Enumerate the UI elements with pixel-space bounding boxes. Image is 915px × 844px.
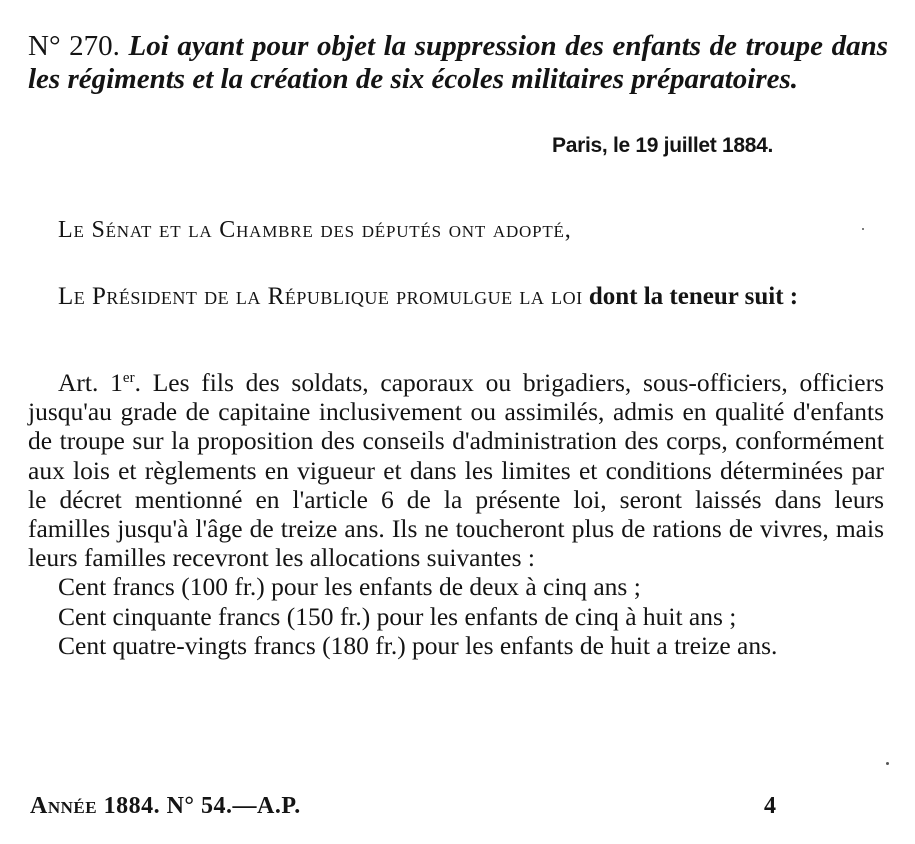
enactment-formula: Le Sénat et la Chambre des députés ont adopté, [58, 217, 572, 243]
article-body [28, 368, 884, 572]
allowance-item: Cent quatre-vingts francs (180 fr.) pour les enfants de huit a treize ans. [58, 630, 778, 660]
promulgation-rest: dont la teneur suit : [588, 283, 799, 310]
law-heading [28, 30, 888, 96]
print-speck [886, 762, 889, 765]
article-label: Art. 1 [58, 368, 123, 397]
footer-reference [30, 793, 301, 820]
promulgation-caps: Le Président de la République promulgue la loi [58, 283, 583, 310]
article-text: . Les fils des soldats, caporaux ou brigadiers, sous-officiers, officiers jusqu'au grade de capitaine inclusivement ou assimilés, admis en qualité d'enfants de troupe sur la proposition des conseils d'administration des corps, conformément aux lois et règlements en vigueur et dans les limites et conditions déterminées par le décret mentionné en l'article 6 de la présente loi, seront laissés dans leurs familles jusqu'à l'âge de treize ans. Ils ne toucheront plus de rations de vivres, mais leurs familles recevront les allocations suivantes : [28, 368, 885, 573]
article-label-sup: er [122, 370, 135, 386]
law-number: N° 270. [28, 30, 120, 62]
print-speck [862, 228, 864, 230]
page-number: 4 [764, 793, 776, 819]
article-1 [28, 368, 884, 660]
footer-ref-number: 1884. N° 54.—A.P. [103, 793, 301, 819]
law-title: Loi ayant pour objet la suppression des enfants de troupe dans les régiments et la création de six écoles militaires préparatoires. [28, 30, 889, 95]
allowance-item: Cent francs (100 fr.) pour les enfants de deux à cinq ans ; [58, 572, 641, 602]
allowance-item: Cent cinquante francs (150 fr.) pour les enfants de cinq à huit ans ; [58, 601, 737, 631]
dateline: Paris, le 19 juillet 1884. [552, 134, 774, 157]
promulgation-formula [26, 282, 886, 312]
footer-year-label: Année [30, 793, 98, 819]
